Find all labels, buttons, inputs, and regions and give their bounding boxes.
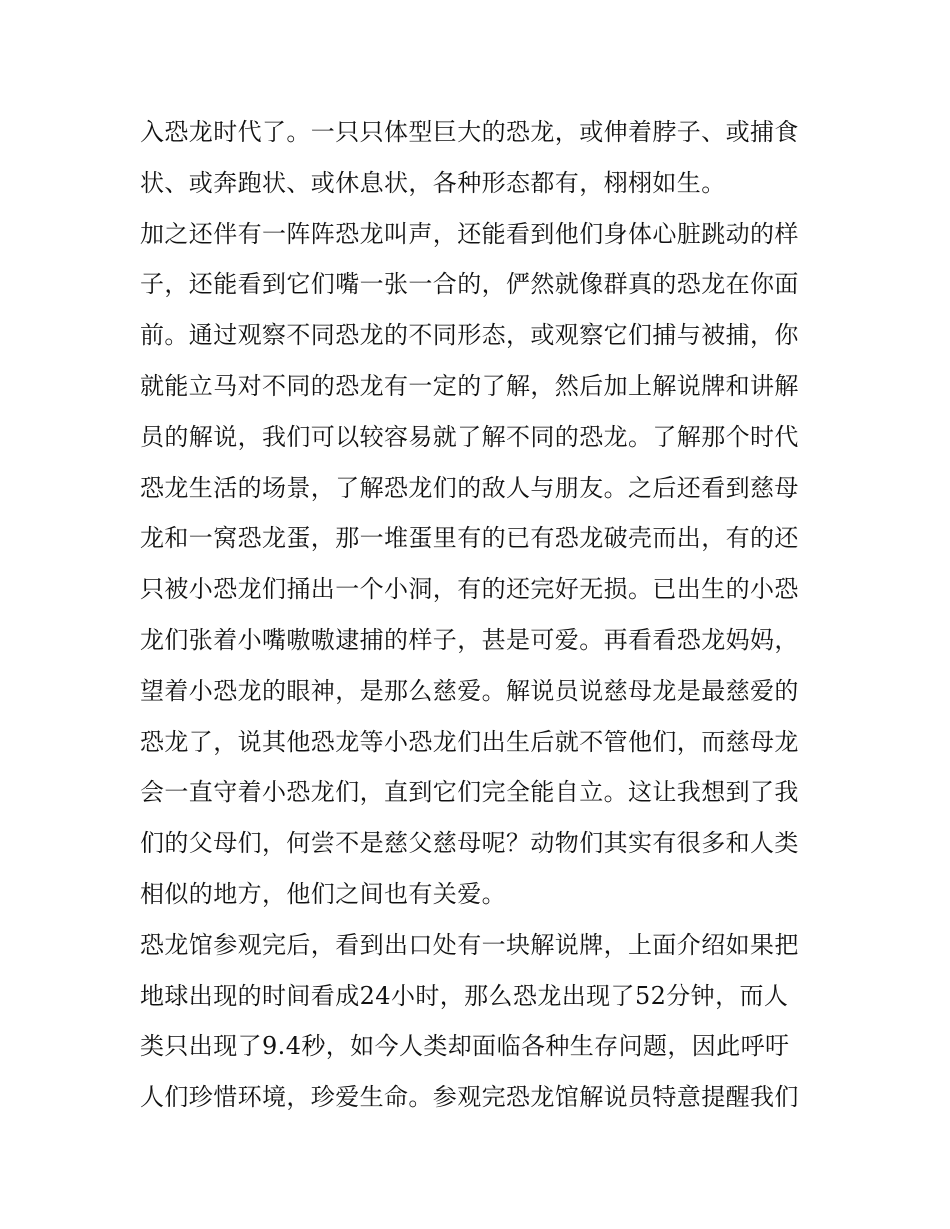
text-line-3: 加之还伴有一阵阵恐龙叫声，还能看到他们身体心脏跳动的样 <box>140 219 799 248</box>
text-line-9: 龙和一窝恐龙蛋，那一堆蛋里有的已有恐龙破壳而出，有的还 <box>140 524 799 553</box>
text-line-8: 恐龙生活的场景，了解恐龙们的敌人与朋友。之后还看到慈母 <box>140 473 799 502</box>
text-line-10: 只被小恐龙们捅出一个小洞，有的还完好无损。已出生的小恐 <box>140 575 799 604</box>
text-line-4: 子，还能看到它们嘴一张一合的，俨然就像群真的恐龙在你面 <box>140 270 799 299</box>
text-line-18: 地球出现的时间看成24小时，那么恐龙出现了52分钟，而人 <box>140 981 789 1010</box>
text-line-14: 会一直守着小恐龙们，直到它们完全能自立。这让我想到了我 <box>140 778 799 807</box>
text-line-16: 相似的地方，他们之间也有关爱。 <box>140 879 506 908</box>
text-line-19: 类只出现了9.4秒，如今人类却面临各种生存问题，因此呼吁 <box>140 1032 790 1061</box>
text-line-11: 龙们张着小嘴嗷嗷逮捕的样子，甚是可爱。再看看恐龙妈妈， <box>140 625 799 654</box>
text-line-7: 员的解说，我们可以较容易就了解不同的恐龙。了解那个时代 <box>140 422 799 451</box>
text-line-2: 状、或奔跑状、或休息状，各种形态都有，栩栩如生。 <box>140 168 726 197</box>
text-line-5: 前。通过观察不同恐龙的不同形态，或观察它们捕与被捕，你 <box>140 321 799 350</box>
text-line-17: 恐龙馆参观完后，看到出口处有一块解说牌，上面介绍如果把 <box>140 930 799 959</box>
text-line-20: 人们珍惜环境，珍爱生命。参观完恐龙馆解说员特意提醒我们 <box>140 1083 799 1112</box>
text-line-13: 恐龙了，说其他恐龙等小恐龙们出生后就不管他们，而慈母龙 <box>140 727 799 756</box>
text-line-1: 入恐龙时代了。一只只体型巨大的恐龙，或伸着脖子、或捕食 <box>140 118 799 146</box>
text-line-15: 们的父母们，何尝不是慈父慈母呢？动物们其实有很多和人类 <box>140 829 799 858</box>
text-line-6: 就能立马对不同的恐龙有一定的了解，然后加上解说牌和讲解 <box>140 371 799 400</box>
text-line-12: 望着小恐龙的眼神，是那么慈爱。解说员说慈母龙是最慈爱的 <box>140 676 799 705</box>
essay-text <box>140 107 820 1123</box>
